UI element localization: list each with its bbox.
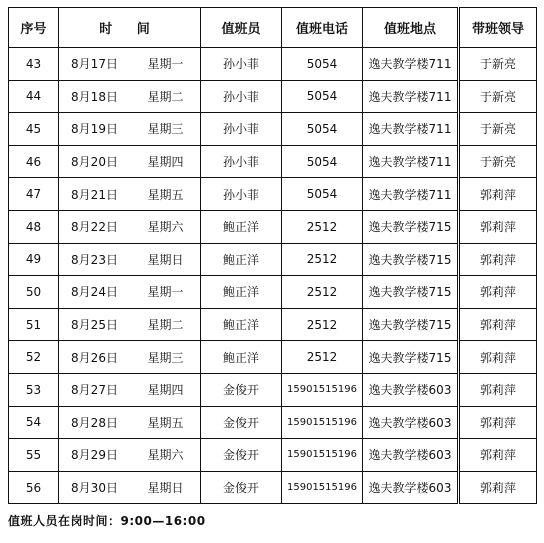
cell-weekday: 星期日	[131, 471, 201, 504]
cell-date: 8月17日	[59, 48, 131, 81]
cell-phone: 2512	[282, 243, 363, 276]
cell-staff: 孙小菲	[201, 178, 282, 211]
cell-place: 逸夫教学楼711	[363, 178, 459, 211]
cell-phone: 2512	[282, 210, 363, 243]
cell-no: 49	[9, 243, 59, 276]
cell-no: 43	[9, 48, 59, 81]
on-duty-hours-note: 值班人员在岗时间：9:00—16:00	[8, 514, 206, 528]
table-row	[9, 308, 537, 341]
cell-place: 逸夫教学楼711	[363, 80, 459, 113]
cell-phone: 2512	[282, 341, 363, 374]
cell-weekday: 星期五	[131, 406, 201, 439]
header-time: 时 间	[59, 8, 201, 48]
cell-leader: 郭莉萍	[459, 471, 537, 504]
cell-staff: 金俊开	[201, 439, 282, 472]
cell-phone: 5054	[282, 145, 363, 178]
table-row	[9, 373, 537, 406]
cell-weekday: 星期一	[131, 276, 201, 309]
cell-staff: 鲍正洋	[201, 308, 282, 341]
cell-no: 53	[9, 373, 59, 406]
duty-table	[8, 7, 537, 504]
cell-no: 51	[9, 308, 59, 341]
cell-place: 逸夫教学楼711	[363, 113, 459, 146]
cell-date: 8月25日	[59, 308, 131, 341]
cell-phone: 5054	[282, 113, 363, 146]
table-row	[9, 48, 537, 81]
cell-place: 逸夫教学楼711	[363, 145, 459, 178]
cell-leader: 郭莉萍	[459, 276, 537, 309]
cell-leader: 郭莉萍	[459, 373, 537, 406]
cell-place: 逸夫教学楼715	[363, 210, 459, 243]
cell-no: 48	[9, 210, 59, 243]
cell-staff: 金俊开	[201, 406, 282, 439]
cell-staff: 金俊开	[201, 471, 282, 504]
cell-date: 8月20日	[59, 145, 131, 178]
cell-phone: 5054	[282, 80, 363, 113]
cell-phone: 15901515196	[282, 439, 363, 472]
table-row	[9, 178, 537, 211]
cell-place: 逸夫教学楼715	[363, 341, 459, 374]
cell-staff: 鲍正洋	[201, 276, 282, 309]
table-row	[9, 243, 537, 276]
cell-place: 逸夫教学楼603	[363, 406, 459, 439]
cell-phone: 15901515196	[282, 406, 363, 439]
header-no: 序号	[9, 8, 59, 48]
cell-leader: 于新亮	[459, 80, 537, 113]
table-row	[9, 80, 537, 113]
cell-date: 8月26日	[59, 341, 131, 374]
cell-phone: 2512	[282, 276, 363, 309]
cell-staff: 金俊开	[201, 373, 282, 406]
table-row	[9, 276, 537, 309]
cell-no: 47	[9, 178, 59, 211]
cell-leader: 郭莉萍	[459, 439, 537, 472]
cell-staff: 鲍正洋	[201, 243, 282, 276]
cell-no: 50	[9, 276, 59, 309]
cell-leader: 郭莉萍	[459, 178, 537, 211]
cell-weekday: 星期四	[131, 145, 201, 178]
cell-place: 逸夫教学楼711	[363, 48, 459, 81]
cell-phone: 5054	[282, 178, 363, 211]
cell-leader: 郭莉萍	[459, 210, 537, 243]
table-row	[9, 145, 537, 178]
cell-weekday: 星期二	[131, 80, 201, 113]
cell-place: 逸夫教学楼603	[363, 471, 459, 504]
cell-no: 56	[9, 471, 59, 504]
table-body	[9, 48, 537, 504]
cell-date: 8月22日	[59, 210, 131, 243]
cell-leader: 郭莉萍	[459, 406, 537, 439]
cell-leader: 于新亮	[459, 48, 537, 81]
cell-weekday: 星期日	[131, 243, 201, 276]
table-row	[9, 341, 537, 374]
table-row	[9, 210, 537, 243]
header-staff: 值班员	[201, 8, 282, 48]
cell-weekday: 星期四	[131, 373, 201, 406]
cell-no: 45	[9, 113, 59, 146]
cell-phone: 2512	[282, 308, 363, 341]
table-row	[9, 406, 537, 439]
header-row	[9, 8, 537, 48]
duty-schedule	[8, 7, 537, 504]
header-place: 值班地点	[363, 8, 459, 48]
cell-leader: 郭莉萍	[459, 243, 537, 276]
cell-weekday: 星期三	[131, 341, 201, 374]
cell-weekday: 星期五	[131, 178, 201, 211]
cell-staff: 鲍正洋	[201, 210, 282, 243]
cell-staff: 孙小菲	[201, 48, 282, 81]
cell-staff: 孙小菲	[201, 113, 282, 146]
cell-no: 46	[9, 145, 59, 178]
cell-weekday: 星期六	[131, 439, 201, 472]
cell-date: 8月28日	[59, 406, 131, 439]
cell-weekday: 星期三	[131, 113, 201, 146]
cell-date: 8月18日	[59, 80, 131, 113]
cell-phone: 5054	[282, 48, 363, 81]
cell-no: 52	[9, 341, 59, 374]
cell-date: 8月24日	[59, 276, 131, 309]
cell-staff: 鲍正洋	[201, 341, 282, 374]
cell-leader: 郭莉萍	[459, 308, 537, 341]
cell-place: 逸夫教学楼715	[363, 308, 459, 341]
cell-staff: 孙小菲	[201, 145, 282, 178]
cell-weekday: 星期一	[131, 48, 201, 81]
cell-weekday: 星期六	[131, 210, 201, 243]
cell-phone: 15901515196	[282, 373, 363, 406]
cell-leader: 郭莉萍	[459, 341, 537, 374]
cell-leader: 于新亮	[459, 145, 537, 178]
table-row	[9, 471, 537, 504]
cell-weekday: 星期二	[131, 308, 201, 341]
cell-no: 44	[9, 80, 59, 113]
cell-phone: 15901515196	[282, 471, 363, 504]
cell-staff: 孙小菲	[201, 80, 282, 113]
table-row	[9, 439, 537, 472]
table-row	[9, 113, 537, 146]
cell-leader: 于新亮	[459, 113, 537, 146]
header-phone: 值班电话	[282, 8, 363, 48]
cell-place: 逸夫教学楼715	[363, 276, 459, 309]
cell-date: 8月30日	[59, 471, 131, 504]
cell-place: 逸夫教学楼715	[363, 243, 459, 276]
cell-date: 8月29日	[59, 439, 131, 472]
header-leader: 带班领导	[459, 8, 537, 48]
cell-date: 8月19日	[59, 113, 131, 146]
cell-place: 逸夫教学楼603	[363, 439, 459, 472]
cell-no: 54	[9, 406, 59, 439]
cell-no: 55	[9, 439, 59, 472]
cell-place: 逸夫教学楼603	[363, 373, 459, 406]
cell-date: 8月21日	[59, 178, 131, 211]
cell-date: 8月27日	[59, 373, 131, 406]
cell-date: 8月23日	[59, 243, 131, 276]
